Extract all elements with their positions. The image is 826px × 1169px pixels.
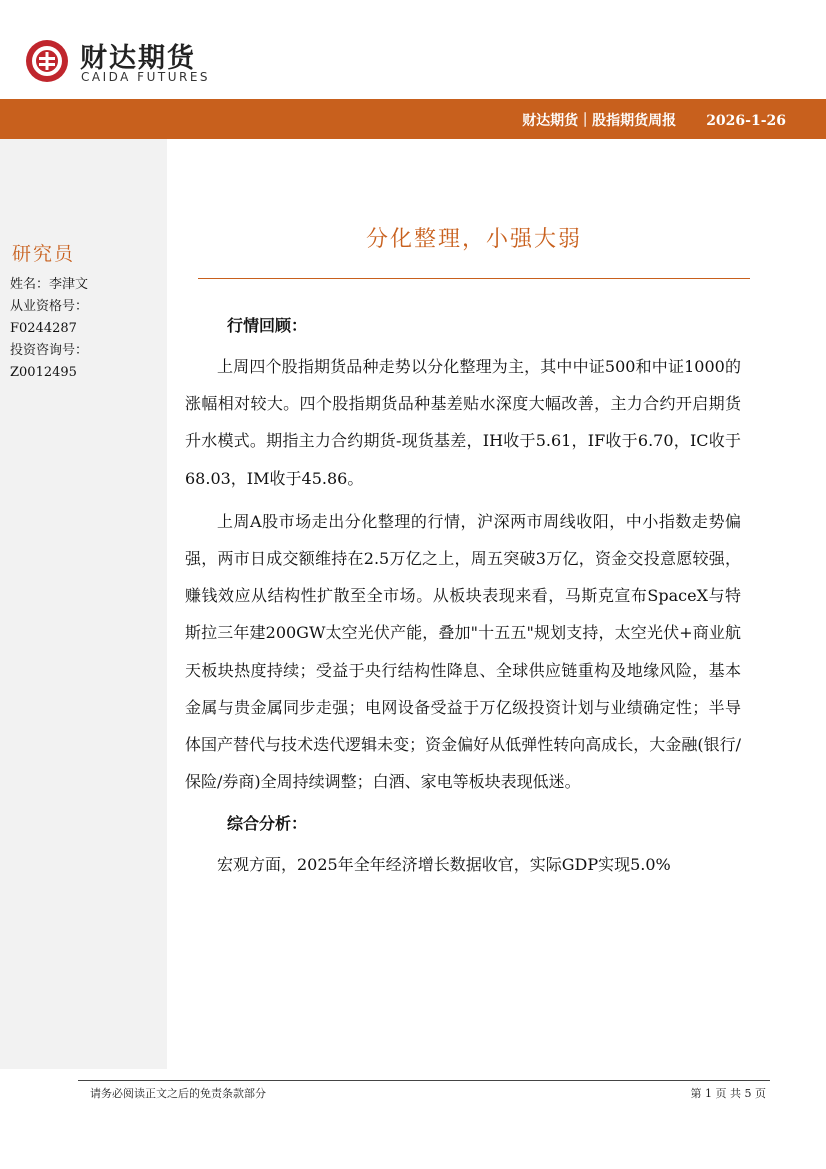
- section-heading-market-review: 行情回顾：: [227, 316, 308, 335]
- researcher-sidebar: [0, 139, 167, 1069]
- body-paragraph: 上周A股市场走出分化整理的行情，沪深两市周线收阳，中小指数走势偏强，两市日成交额维持在2.5万亿之上，周五突破3万亿，资金交投意愿较强，赚钱效应从结构性扩散至全市场。从板块表现来看，马斯克宣布SpaceX与特斯拉三年建200GW太空光伏产能，叠加"十五五"规划支持，太空光伏+商业航天板块热度持续；受益于央行结构性降息、全球供应链重构及地缘风险，基本金属与贵金属同步走强；电网设备受益于万亿级投资计划与业绩确定性；半导体国产替代与技术迭代逻辑未变；资金偏好从低弹性转向高成长，大金融(银行/保险/券商)全周持续调整；白酒、家电等板块表现低迷。: [185, 511, 741, 792]
- page-number: 第 1 页 共 5 页: [690, 1087, 766, 1100]
- researcher-info-line: Z0012495: [10, 365, 77, 380]
- report-body: [185, 308, 741, 890]
- title-divider: [198, 278, 750, 279]
- researcher-info-line: F0244287: [10, 321, 77, 336]
- body-paragraph: 宏观方面，2025年全年经济增长数据收官，实际GDP实现5.0%: [217, 855, 671, 875]
- researcher-heading: 研究员: [12, 243, 76, 265]
- researcher-info-line: 姓名：李津文: [10, 277, 89, 292]
- caida-logo-icon: [24, 38, 70, 84]
- body-paragraph: 上周四个股指期货品种走势以分化整理为主，其中中证500和中证1000的涨幅相对较大。四个股指期货品种基差贴水深度大幅改善，主力合约开启期货升水模式。期指主力合约期货-现货基差，IH收于5.61，IF收于6.70，IC收于68.03，IM收于45.86。: [185, 357, 741, 488]
- footer-disclaimer: 请务必阅读正文之后的免责条款部分: [90, 1087, 266, 1100]
- banner-text: [522, 110, 786, 130]
- report-series-label: 财达期货｜股指期货周报: [522, 113, 677, 129]
- header-banner: [0, 99, 826, 139]
- report-title: 分化整理，小强大弱: [365, 227, 582, 252]
- report-date: 2026-1-26: [706, 113, 786, 129]
- company-logo: [24, 36, 224, 86]
- researcher-info-line: 投资咨询号：: [10, 343, 89, 358]
- researcher-info-line: 从业资格号：: [10, 299, 89, 314]
- logo-english-name: CAIDA FUTURES: [81, 70, 211, 84]
- researcher-info: [10, 274, 88, 384]
- section-heading-analysis: 综合分析：: [227, 814, 308, 834]
- footer-divider: [78, 1080, 770, 1081]
- logo-chinese-name: 财达期货: [80, 43, 196, 74]
